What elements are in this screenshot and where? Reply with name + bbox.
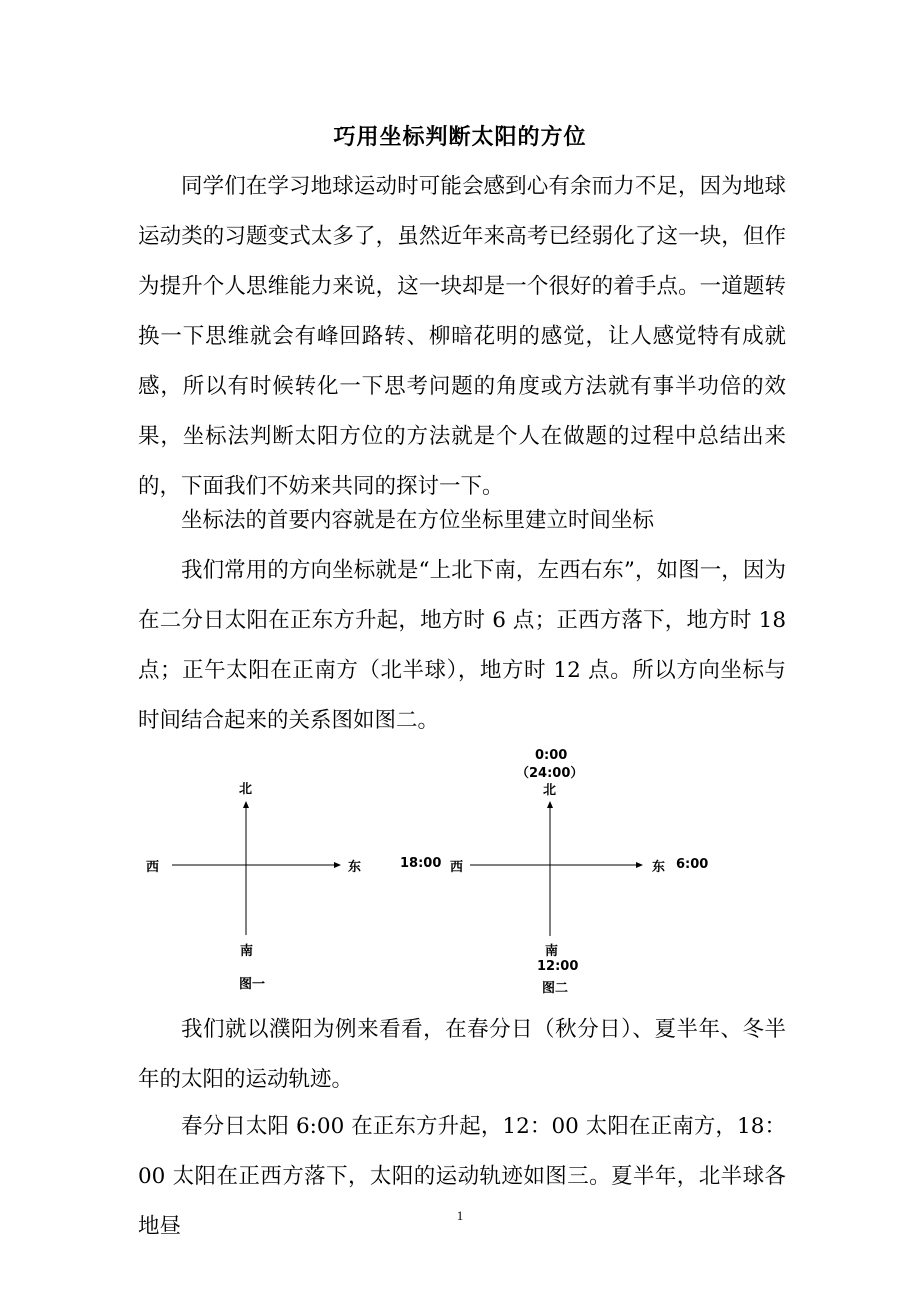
figure-1-caption: 图一 (239, 977, 266, 992)
figure-2 (398, 748, 728, 1000)
figure-1 (140, 770, 380, 1000)
figure-2-south-time: 12:00 (537, 959, 579, 974)
paragraph-equinox-trajectory: 春分日太阳 6:00 在正东方升起，12：00 太阳在正南方，18：00 太阳在正西方落下，太阳的运动轨迹如图三。夏半年，北半球各地昼 (138, 1114, 786, 1239)
figure-2-west-time: 18:00 (400, 856, 442, 871)
figure-2-caption: 图二 (542, 981, 569, 996)
document-title: 巧用坐标判断太阳的方位 (333, 124, 587, 150)
paragraph-intro: 同学们在学习地球运动时可能会感到心有余而力不足，因为地球运动类的习题变式太多了，虽然近年来高考已经弱化了这一块，但作为提升个人思维能力来说，这一块却是一个很好的着手点。一道题转换一下思维就会有峰回路转、柳暗花明的感觉，让人感觉特有成就感，所以有时候转化一下思考问题的角度或方法就有事半功倍的效果，坐标法判断太阳方位的方法就是个人在做题的过程中总结出来的，下面我们不妨来共同的探讨一下。 (138, 174, 786, 499)
figure-2-east-time: 6:00 (676, 857, 709, 872)
figure-1-west-label: 西 (146, 860, 160, 875)
page-number: 1 (456, 1208, 464, 1223)
figure-2-north-time-alt: （24:00） (516, 766, 584, 781)
paragraph-puyang-example: 我们就以濮阳为例来看看，在春分日（秋分日）、夏半年、冬半年的太阳的运动轨迹。 (138, 1017, 786, 1092)
figure-2-south-label: 南 (545, 944, 559, 959)
figure-1-axes (140, 770, 380, 1000)
figure-1-south-label: 南 (240, 944, 254, 959)
figure-2-north-label: 北 (543, 783, 557, 798)
figure-1-north-label: 北 (239, 782, 253, 797)
paragraph-direction-coordinates: 我们常用的方向坐标就是“上北下南，左西右东”，如图一，因为在二分日太阳在正东方升起，地方时 6 点；正西方落下，地方时 18 点；正午太阳在正南方（北半球），地方时 12 点。所以方向坐标与时间结合起来的关系图如图二。 (138, 558, 786, 733)
figure-2-west-label: 西 (450, 860, 464, 875)
paragraph-method: 坐标法的首要内容就是在方位坐标里建立时间坐标 (181, 508, 655, 533)
figure-2-east-label: 东 (652, 860, 666, 875)
figure-1-east-label: 东 (348, 860, 362, 875)
figure-2-north-time: 0:00 (535, 748, 568, 763)
